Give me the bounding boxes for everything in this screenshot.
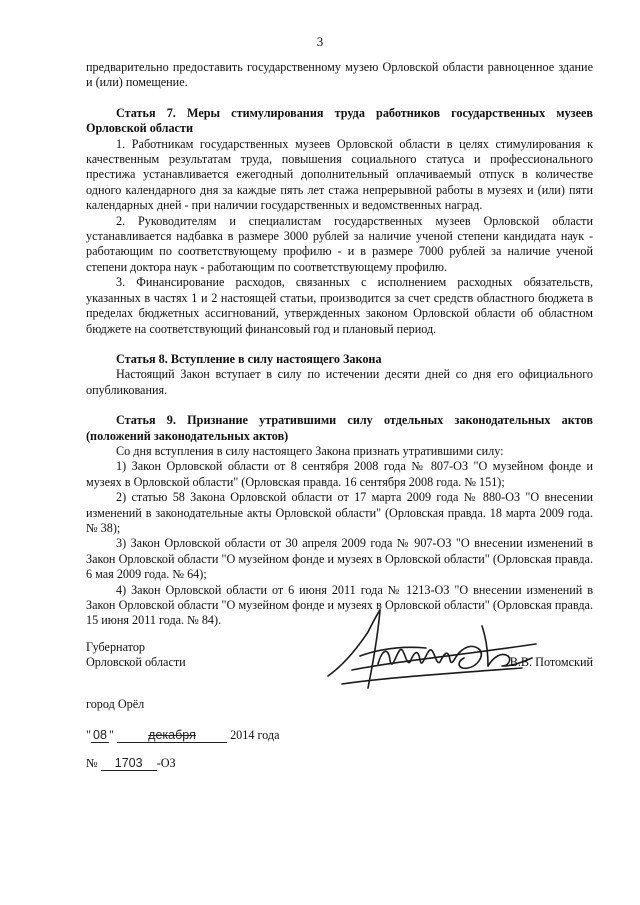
- governor-title-line-2: Орловской области: [86, 655, 186, 670]
- law-number: [86, 756, 176, 771]
- document-body: [86, 60, 593, 629]
- article-7-part-2: 2. Руководителям и специалистам государственных музеев Орловской области устанавливается надбавка в размере 3000 рублей за наличие ученой степени кандидата наук - работающим по соответствующему профилю - и в размере 7000 рублей за наличие ученой степени доктора наук - работающим по соответствующему профилю.: [86, 213, 593, 274]
- law-number-prefix: №: [86, 756, 98, 770]
- governor-title-line-1: Губернатор: [86, 640, 146, 654]
- date-open-quote: ": [86, 728, 91, 742]
- law-number-suffix: -ОЗ: [156, 756, 176, 770]
- article-9-heading: Статья 9. Признание утратившими силу отдельных законодательных актов (положений законодательных актов): [86, 413, 593, 443]
- date-close-quote: ": [108, 728, 114, 742]
- city-label: город Орёл: [86, 697, 145, 711]
- date-day: 08: [91, 729, 109, 743]
- date-month: декабря: [117, 729, 227, 743]
- governor-name: В.В. Потомский: [509, 655, 593, 669]
- article-7-part-1: 1. Работникам государственных музеев Орловской области в целях стимулирования к качественным результатам труда, повышения социального статуса и профессионального престижа устанавливается ежегодный дополнительный оплачиваемый отпуск в количестве одного календарного дня за каждые пять лет стажа непрерывной работы в музеях и (или) пяти календарных дней - при наличии государственных и ведомственных наград.: [86, 136, 593, 213]
- signature-block: [86, 640, 593, 690]
- governor-title: [86, 640, 186, 671]
- article-7-heading: Статья 7. Меры стимулирования труда работников государственных музеев Орловской области: [86, 105, 593, 136]
- handwritten-signature: [322, 604, 542, 694]
- page-number: 3: [316, 34, 324, 49]
- article-9-item-1: 1) Закон Орловской области от 8 сентября 2008 года № 807-ОЗ "О музейном фонде и музеях в Орловской области" (Орловская правда. 16 сентября 2008 года. № 151);: [86, 459, 593, 489]
- article-8-text: Настоящий Закон вступает в силу по истечении десяти дней со дня его официального опубликования.: [86, 367, 593, 397]
- article-9-item-3: 3) Закон Орловской области от 30 апреля 2009 года № 907-ОЗ "О внесении изменений в Закон Орловской области "О музейном фонде и музеях в Орловской области" (Орловская правда. 6 мая 2009 года. № 64);: [86, 536, 593, 582]
- article-7-part-3: 3. Финансирование расходов, связанных с исполнением расходных обязательств, указанных в частях 1 и 2 настоящей статьи, производится за счет средств областного бюджета в пределах бюджетных ассигнований, утвержденных законом Орловской области об областном бюджете на соответствующий финансовый год и плановый период.: [86, 275, 593, 336]
- intro-paragraph: предварительно предоставить государственному музею Орловской области равноценное здание и (или) помещение.: [86, 60, 593, 90]
- law-number-value: 1703: [101, 757, 157, 771]
- date-year: 2014 года: [230, 728, 280, 742]
- article-8-heading: Статья 8. Вступление в силу настоящего Закона: [116, 351, 382, 366]
- signing-date: [86, 728, 280, 743]
- article-9-item-2: 2) статью 58 Закона Орловской области от 17 марта 2009 года № 880-ОЗ "О внесении изменений в законодательные акты Орловской области" (Орловская правда. 18 марта 2009 года. № 38);: [86, 490, 593, 535]
- article-9-intro: Со дня вступления в силу настоящего Закона признать утратившими силу:: [116, 443, 504, 458]
- article-9-item-4: 4) Закон Орловской области от 6 июня 2011 года № 1213-ОЗ "О внесении изменений в Закон Орловской области "О музейном фонде и музеях в Орловской области" (Орловская правда. 15 июня 2011 года. № 84).: [86, 582, 593, 628]
